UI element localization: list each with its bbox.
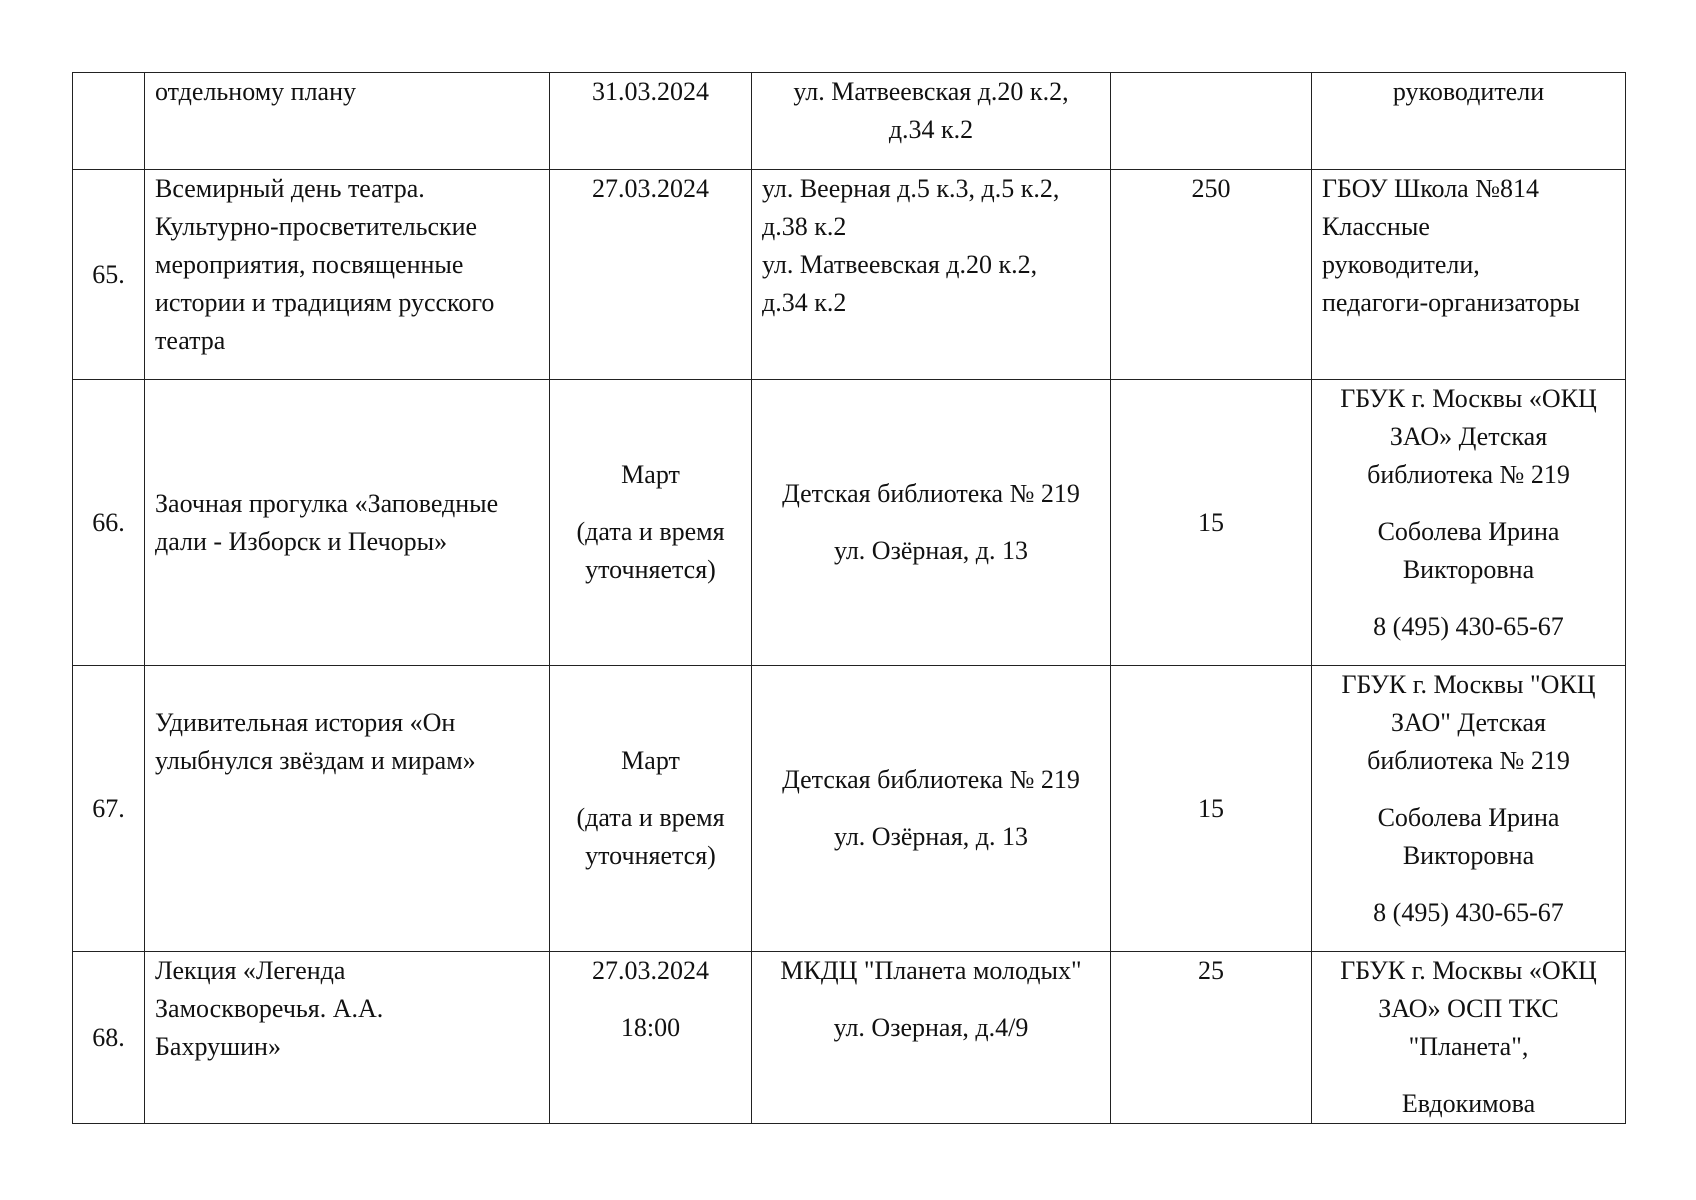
table-row [73,380,1626,666]
place-line: ул. Веерная д.5 к.3, д.5 к.2, [762,174,1060,203]
event-place-cell [752,952,1111,1124]
event-name-line: театра [155,326,226,355]
org-name-line: библиотека № 219 [1367,746,1570,775]
event-date-cell [550,170,752,380]
event-count-cell: 250 [1111,170,1312,380]
org-name-line: ГБУК г. Москвы "ОКЦ [1341,670,1596,699]
org-line: руководители [1392,77,1545,106]
table-row [73,170,1626,380]
event-place-cell [752,170,1111,380]
event-name-line: дали - Изборск и Печоры» [155,526,448,556]
place-line: ул. Матвеевская д.20 к.2, [762,250,1038,279]
event-name-line: отдельному плану [155,77,356,106]
event-org-cell [1312,380,1626,666]
row-number: 65. [73,170,145,380]
event-name-line: Лекция «Легенда [155,956,346,985]
org-name-line: "Планета", [1408,1032,1529,1061]
event-date-cell [550,380,752,666]
event-name-line: истории и традициям русского [155,288,495,317]
event-date: 31.03.2024 [592,77,709,106]
event-month: Март [621,746,680,775]
place-title: МКДЦ "Планета молодых" [780,956,1082,985]
event-name-line: Культурно-просветительские [155,212,478,241]
org-person-line: Викторовна [1402,555,1535,584]
org-line: руководители, [1322,250,1480,279]
org-phone: 8 (495) 430-65-67 [1373,898,1564,927]
event-date-note: (дата и время [576,803,725,832]
event-date-cell [550,952,752,1124]
org-name-line: ЗАО" Детская [1391,708,1546,737]
event-name-line: мероприятия, посвященные [155,250,464,279]
row-number: 68. [73,952,145,1124]
event-count-cell: 25 [1111,952,1312,1124]
table-row [73,73,1626,170]
place-address: ул. Озёрная, д. 13 [833,822,1029,851]
event-name-line: улыбнулся звёздам и мирам» [155,746,476,775]
event-org-cell [1312,666,1626,952]
org-person-line: Соболева Ирина [1377,803,1560,832]
org-person-line: Соболева Ирина [1377,517,1560,546]
place-address: ул. Озёрная, д. 13 [833,536,1029,565]
event-place-cell [752,666,1111,952]
event-name-cell [145,666,550,952]
org-person-line: Евдокимова [1401,1089,1536,1118]
event-name-cell [145,73,550,170]
event-name-line: Всемирный день театра. [155,174,425,203]
event-count-cell: 15 [1111,380,1312,666]
event-place-cell [752,73,1111,170]
event-date-note: (дата и время [576,517,725,546]
org-line: Классные [1322,212,1430,241]
place-line: д.34 к.2 [888,115,974,144]
table-row [73,952,1626,1124]
row-number [73,73,145,170]
event-date: 27.03.2024 [592,174,709,203]
row-number: 66. [73,380,145,666]
place-line: д.34 к.2 [762,288,847,317]
event-date-note: уточняется) [585,555,716,584]
event-place-cell [752,380,1111,666]
event-org-cell [1312,73,1626,170]
event-name-cell [145,380,550,666]
events-table [72,72,1626,1124]
event-name-line: Замоскворечья. А.А. [155,994,384,1023]
org-name-line: ГБУК г. Москвы «ОКЦ [1340,384,1597,413]
place-title: Детская библиотека № 219 [782,765,1080,794]
org-phone: 8 (495) 430-65-67 [1373,612,1564,641]
org-name-line: ЗАО» Детская [1389,422,1548,451]
event-count-cell [1111,73,1312,170]
org-person-line: Викторовна [1402,841,1535,870]
org-name-line: библиотека № 219 [1367,460,1570,489]
event-time: 18:00 [620,1013,681,1042]
org-line: педагоги-организаторы [1322,288,1580,317]
row-number: 67. [73,666,145,952]
place-title: Детская библиотека № 219 [782,479,1080,508]
place-line: д.38 к.2 [762,212,847,241]
event-date-note: уточняется) [585,841,716,870]
event-date-cell [550,73,752,170]
event-name-cell [145,170,550,380]
event-count-cell: 15 [1111,666,1312,952]
event-name-line: Бахрушин» [155,1032,281,1061]
event-org-cell [1312,952,1626,1124]
event-date-cell [550,666,752,952]
event-org-cell [1312,170,1626,380]
org-name-line: ЗАО» ОСП ТКС [1378,994,1559,1023]
event-name-cell [145,952,550,1124]
table-row [73,666,1626,952]
org-name-line: ГБУК г. Москвы «ОКЦ [1340,956,1597,985]
place-address: ул. Озерная, д.4/9 [833,1013,1029,1042]
event-name-line: Удивительная история «Он [155,708,456,737]
event-date: 27.03.2024 [592,956,709,985]
org-line: ГБОУ Школа №814 [1322,174,1540,203]
event-month: Март [621,460,680,489]
event-name-line: Заочная прогулка «Заповедные [155,488,499,518]
place-line: ул. Матвеевская д.20 к.2, [793,77,1069,106]
